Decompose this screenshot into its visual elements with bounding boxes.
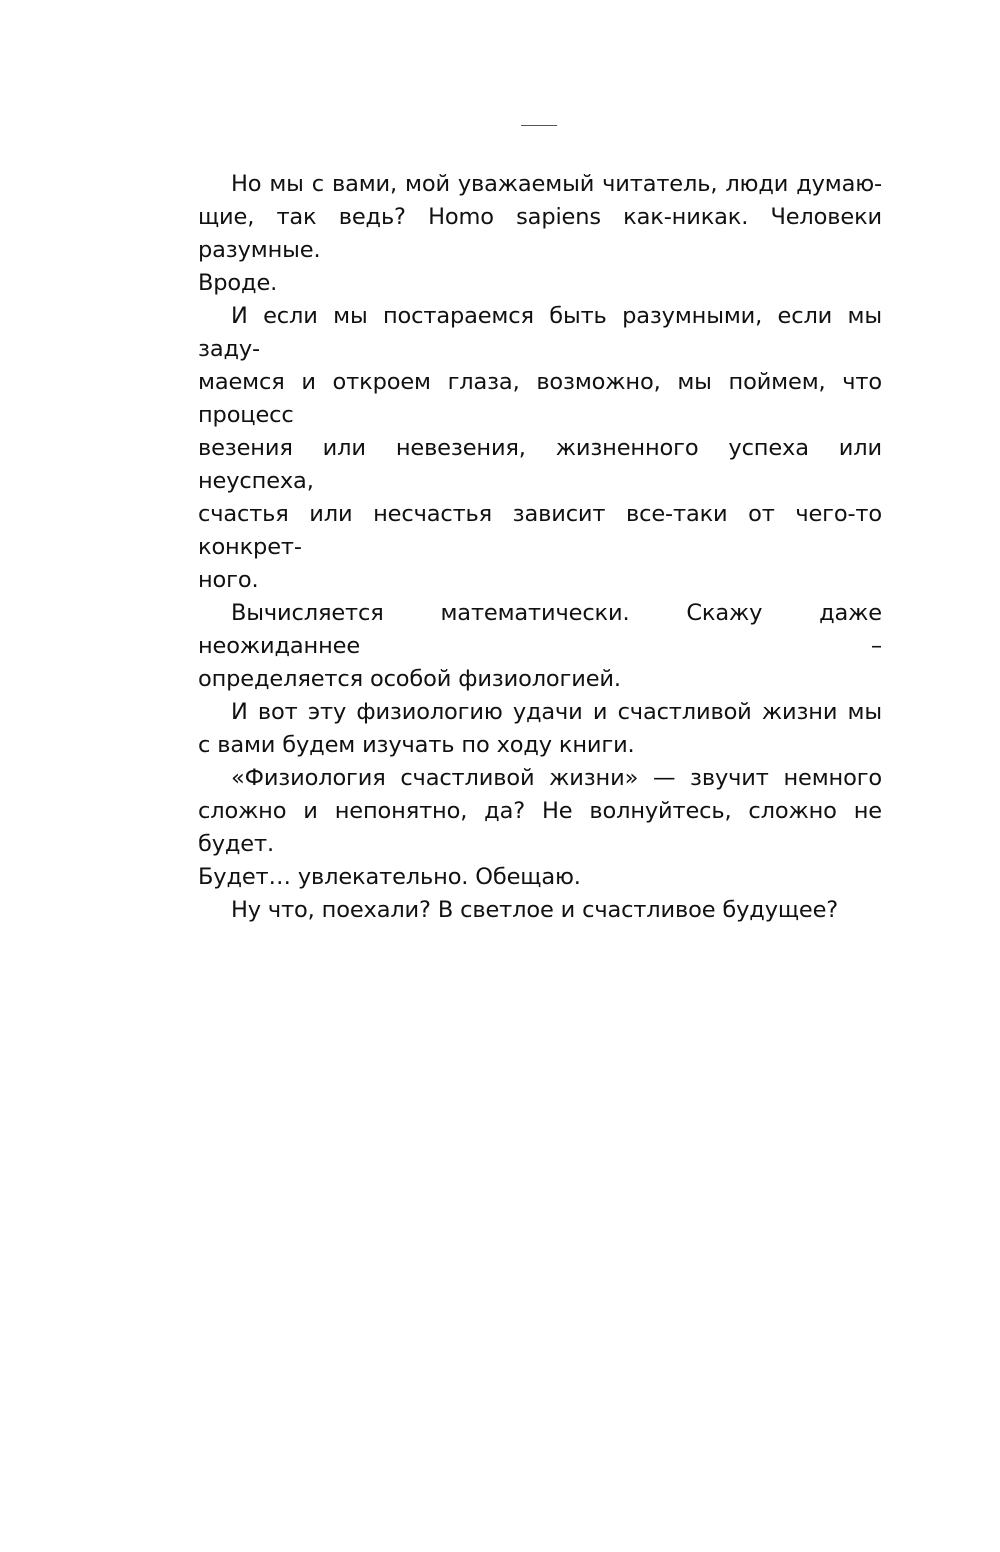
text-line: И если мы постараемся быть разумными, если мы заду- [198, 303, 882, 362]
text-line: сложно и непонятно, да? Не волнуйтесь, сложно не будет. [198, 798, 882, 857]
text-line: «Физиология счастливой жизни» — звучит немного [231, 765, 882, 791]
text-line: Вроде. [198, 270, 278, 296]
paragraph-4 [198, 696, 882, 762]
text-line: ного. [198, 567, 259, 593]
text-line: счастья или несчастья зависит все-таки от чего-то конкрет- [198, 501, 882, 560]
paragraph-3 [198, 597, 882, 696]
text-line: маемся и откроем глаза, возможно, мы поймем, что процесс [198, 369, 882, 428]
body-text [198, 168, 882, 927]
text-line: И вот эту физиологию удачи и счастливой жизни мы [231, 699, 882, 725]
text-line: везения или невезения, жизненного успеха или неуспеха, [198, 435, 882, 494]
paragraph-1 [198, 168, 882, 300]
paragraph-2 [198, 300, 882, 597]
paragraph-5 [198, 762, 882, 894]
text-line: с вами будем изучать по ходу книги. [198, 732, 635, 758]
text-line: щие, так ведь? Homo sapiens как-никак. Человеки разумные. [198, 204, 882, 263]
text-line: Но мы с вами, мой уважаемый читатель, люди думаю- [231, 171, 882, 197]
text-line: Будет… увлекательно. Обещаю. [198, 864, 581, 890]
text-line: Ну что, поехали? В светлое и счастливое будущее? [231, 897, 839, 923]
paragraph-6 [198, 894, 882, 927]
top-decorative-rule [521, 125, 557, 126]
text-line: определяется особой физиологией. [198, 666, 621, 692]
text-line: Вычисляется математически. Скажу даже неожиданнее – [198, 600, 882, 659]
